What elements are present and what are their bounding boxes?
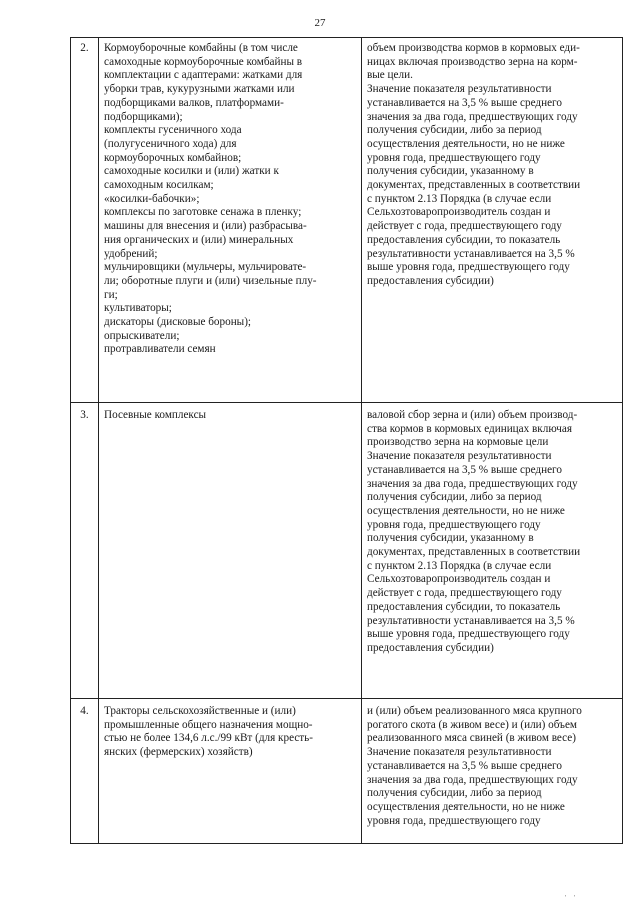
indicator-text-line: и (или) объем реализованного мяса крупного bbox=[367, 705, 582, 717]
equipment-text-line: машины для внесения и (или) разбрасыва- bbox=[104, 220, 307, 233]
indicator-text-line: получения субсидии, либо за период bbox=[367, 787, 542, 800]
indicator-text-line: документах, представленных в соответствии bbox=[367, 179, 581, 192]
indicator-text-line: устанавливается на 3,5 % выше среднего bbox=[367, 463, 562, 476]
equipment-text-line: ния органических и (или) минеральных bbox=[104, 233, 294, 246]
equipment-cell bbox=[99, 699, 362, 844]
indicator-text-line: предоставления субсидии, то показатель bbox=[367, 233, 561, 246]
indicator-cell bbox=[362, 403, 623, 699]
equipment-text-line: самоходным косилкам; bbox=[104, 179, 214, 192]
indicator-text-line: значения за два года, предшествующих году bbox=[367, 477, 578, 490]
indicator-text-line: уровня года, предшествующего году bbox=[367, 518, 541, 531]
equipment-text-line: культиваторы; bbox=[104, 302, 172, 315]
equipment-text-line: комплекты гусеничного хода bbox=[104, 124, 242, 137]
equipment-text-line: мульчировщики (мульчеры, мульчировате- bbox=[104, 261, 307, 274]
equipment-text-line: комплексы по заготовке сенажа в пленку; bbox=[104, 206, 302, 219]
equipment-text-line: ги; bbox=[104, 288, 118, 301]
indicator-text-line: Значение показателя результативности bbox=[367, 450, 552, 463]
indicator-text-line: вые цели. bbox=[367, 69, 413, 82]
equipment-text-line: промышленные общего назначения мощно- bbox=[104, 718, 313, 731]
row-number: 3. bbox=[71, 403, 99, 699]
equipment-text-line: Посевные комплексы bbox=[104, 409, 207, 421]
indicator-text-line: предоставления субсидии) bbox=[367, 641, 494, 654]
indicator-text-line: Значение показателя результативности bbox=[367, 83, 552, 96]
equipment-text-line: (полугусеничного хода) для bbox=[104, 137, 237, 150]
equipment-text-line: подборщиками); bbox=[104, 110, 183, 123]
page-number: 27 bbox=[314, 17, 326, 29]
indicator-text-line: устанавливается на 3,5 % выше среднего bbox=[367, 96, 562, 109]
indicator-cell bbox=[362, 699, 623, 844]
equipment-text-line: ли; оборотные плуги и (или) чизельные плу- bbox=[104, 274, 317, 287]
equipment-text-line: подборщиками валков, платформами- bbox=[104, 96, 284, 109]
row-number: 4. bbox=[71, 699, 99, 844]
indicator-text-line: значения за два года, предшествующих году bbox=[367, 773, 578, 786]
row-number: 2. bbox=[71, 38, 99, 403]
indicator-text-line: уровня года, предшествующего году bbox=[367, 151, 541, 164]
equipment-text-line: опрыскиватели; bbox=[104, 329, 180, 342]
equipment-text-line: Кормоуборочные комбайны (в том числе bbox=[104, 42, 298, 54]
equipment-text-line: самоходные косилки и (или) жатки к bbox=[104, 165, 279, 178]
equipment-text-line: удобрений; bbox=[104, 247, 158, 260]
indicator-cell bbox=[362, 38, 623, 403]
table-row bbox=[71, 38, 623, 403]
indicator-text-line: производство зерна на кормовые цели bbox=[367, 436, 549, 449]
indicator-text-line: предоставления субсидии) bbox=[367, 274, 494, 287]
indicator-text-line: ства кормов в кормовых единицах включая bbox=[367, 422, 572, 435]
indicator-text-line: действует с года, предшествующего году bbox=[367, 587, 562, 600]
table-row bbox=[71, 403, 623, 699]
scan-corner-marks: ' ' bbox=[564, 894, 578, 902]
measures-table bbox=[70, 37, 623, 844]
indicator-text-line: результативности устанавливается на 3,5 % bbox=[367, 614, 575, 627]
indicator-text-line: осуществления деятельности, но не ниже bbox=[367, 137, 565, 150]
indicator-text-line: Сельхозтоваропроизводитель создан и bbox=[367, 573, 551, 586]
indicator-text-line: ницах включая производство зерна на корм- bbox=[367, 55, 578, 68]
indicator-text-line: реализованного мяса свиней (в живом весе) bbox=[367, 732, 576, 745]
equipment-text-line: уборки трав, кукурузными жатками или bbox=[104, 83, 295, 96]
equipment-text-line: «косилки-бабочки»; bbox=[104, 192, 200, 205]
indicator-text-line: выше уровня года, предшествующего году bbox=[367, 261, 570, 274]
indicator-text-line: Сельхозтоваропроизводитель создан и bbox=[367, 206, 551, 219]
equipment-text-line: самоходные кормоуборочные комбайны в bbox=[104, 55, 303, 68]
indicator-text-line: результативности устанавливается на 3,5 % bbox=[367, 247, 575, 260]
indicator-text-line: Значение показателя результативности bbox=[367, 746, 552, 759]
indicator-text-line: получения субсидии, либо за период bbox=[367, 491, 542, 504]
indicator-text-line: объем производства кормов в кормовых еди- bbox=[367, 42, 580, 54]
equipment-cell bbox=[99, 38, 362, 403]
indicator-text-line: получения субсидии, указанному в bbox=[367, 532, 534, 545]
indicator-text-line: осуществления деятельности, но не ниже bbox=[367, 504, 565, 517]
indicator-text-line: предоставления субсидии, то показатель bbox=[367, 600, 561, 613]
equipment-text-line: протравливатели семян bbox=[104, 343, 216, 356]
indicator-text-line: валовой сбор зерна и (или) объем производ- bbox=[367, 409, 578, 421]
equipment-cell bbox=[99, 403, 362, 699]
indicator-text-line: получения субсидии, указанному в bbox=[367, 165, 534, 178]
equipment-text-line: янских (фермерских) хозяйств) bbox=[104, 746, 253, 759]
indicator-text-line: получения субсидии, либо за период bbox=[367, 124, 542, 137]
indicator-text-line: устанавливается на 3,5 % выше среднего bbox=[367, 759, 562, 772]
equipment-text-line: дискаторы (дисковые бороны); bbox=[104, 316, 252, 329]
indicator-text-line: значения за два года, предшествующих году bbox=[367, 110, 578, 123]
equipment-text-line: комплектации с адаптерами: жатками для bbox=[104, 69, 303, 82]
equipment-text-line: стью не более 134,6 л.с./99 кВт (для кресть- bbox=[104, 732, 313, 745]
indicator-text-line: выше уровня года, предшествующего году bbox=[367, 628, 570, 641]
indicator-text-line: документах, представленных в соответствии bbox=[367, 546, 581, 559]
indicator-text-line: с пунктом 2.13 Порядка (в случае если bbox=[367, 192, 552, 205]
indicator-text-line: действует с года, предшествующего году bbox=[367, 220, 562, 233]
indicator-text-line: рогатого скота (в живом весе) и (или) объем bbox=[367, 718, 578, 731]
indicator-text-line: уровня года, предшествующего году bbox=[367, 814, 541, 827]
equipment-text-line: кормоуборочных комбайнов; bbox=[104, 151, 242, 164]
table-row bbox=[71, 699, 623, 844]
indicator-text-line: с пунктом 2.13 Порядка (в случае если bbox=[367, 559, 552, 572]
indicator-text-line: осуществления деятельности, но не ниже bbox=[367, 800, 565, 813]
equipment-text-line: Тракторы сельскохозяйственные и (или) bbox=[104, 705, 296, 717]
